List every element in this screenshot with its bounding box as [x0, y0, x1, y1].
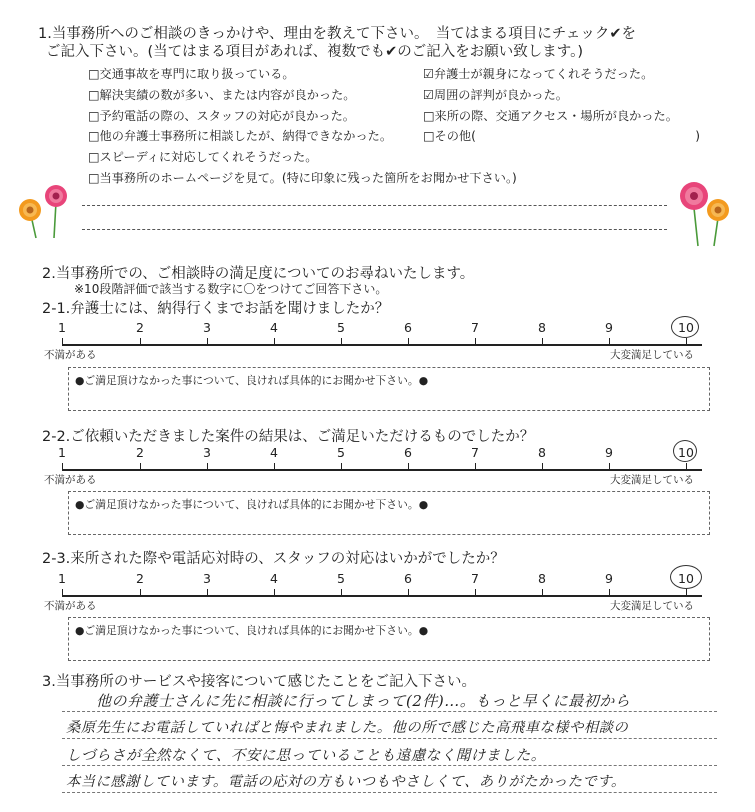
comment-box-1[interactable]: [68, 367, 710, 411]
scale-number-5[interactable]: 5: [337, 445, 345, 460]
comment-box-2[interactable]: [68, 491, 710, 535]
comment-box-prompt: ●ご満足頂けなかった事について、良ければ具体的にお聞かせ下さい。●: [75, 374, 429, 387]
scale-axis: [62, 469, 702, 471]
q3-title: 3.当事務所のサービスや接客について感じたことをご記入下さい。: [42, 674, 477, 690]
scale-tick: [475, 338, 476, 345]
rating-circle-mark: [673, 440, 697, 462]
flower-orange-left: [19, 199, 41, 238]
comment-box-prompt: ●ご満足頂けなかった事について、良ければ具体的にお聞かせ下さい。●: [75, 498, 429, 511]
q1-option-right-0[interactable]: ☑弁護士が親身になってくれそうだった。: [423, 67, 654, 81]
scale-tick: [140, 463, 141, 470]
flower-pink-left: [45, 185, 67, 238]
scale-number-10[interactable]: 10: [678, 445, 694, 460]
scale-number-4[interactable]: 4: [270, 445, 278, 460]
scale-tick: [207, 589, 208, 596]
scale-tick: [62, 463, 63, 470]
scale-high-label: 大変満足している: [610, 600, 694, 612]
q3-handwriting-line-3: しづらさが全然なくて、不安に思っていることも遠慮なく聞けました。: [66, 748, 546, 764]
scale-number-10[interactable]: 10: [678, 571, 694, 586]
q1-option-left-5[interactable]: □当事務所のホームページを見て。(特に印象に残った箇所をお聞かせ下さい。): [88, 171, 517, 185]
scale-low-label: 不満がある: [44, 474, 97, 486]
scale-tick: [686, 338, 687, 345]
scale-tick: [408, 338, 409, 345]
scale-number-10[interactable]: 10: [678, 320, 694, 335]
q3-write-line-3: [62, 765, 717, 766]
q3-handwriting-line-2: 桑原先生にお電話していればと悔やまれました。他の所で感じた高飛車な様や相談の: [66, 720, 629, 736]
scale-tick: [274, 589, 275, 596]
scale-tick: [609, 338, 610, 345]
scale-high-label: 大変満足している: [610, 474, 694, 486]
q1-line2: ご記入下さい。(当てはまる項目があれば、複数でも✔のご記入をお願い致します。): [46, 44, 584, 60]
q1-option-left-1[interactable]: □解決実績の数が多い、または内容が良かった。: [88, 88, 356, 102]
scale-tick: [609, 463, 610, 470]
comment-box-prompt: ●ご満足頂けなかった事について、良ければ具体的にお聞かせ下さい。●: [75, 624, 429, 637]
rating-circle-mark: [670, 565, 702, 589]
scale-number-1[interactable]: 1: [58, 320, 66, 335]
rating-scale-2: [0, 445, 755, 485]
scale-tick: [542, 463, 543, 470]
scale-tick: [207, 463, 208, 470]
scale-number-5[interactable]: 5: [337, 571, 345, 586]
scale-low-label: 不満がある: [44, 349, 97, 361]
scale-number-8[interactable]: 8: [538, 445, 546, 460]
scale-number-9[interactable]: 9: [605, 320, 613, 335]
scale-tick: [274, 338, 275, 345]
scale-number-6[interactable]: 6: [404, 445, 412, 460]
scale-tick: [274, 463, 275, 470]
scale-tick: [408, 589, 409, 596]
scale-tick: [686, 463, 687, 470]
scale-number-4[interactable]: 4: [270, 571, 278, 586]
scale-tick: [609, 589, 610, 596]
comment-box-3[interactable]: [68, 617, 710, 661]
scale-tick: [140, 589, 141, 596]
scale-tick: [341, 463, 342, 470]
q1-option-right-2[interactable]: □来所の際、交通アクセス・場所が良かった。: [423, 109, 678, 123]
scale-tick: [475, 463, 476, 470]
q1-write-line-1[interactable]: [82, 205, 667, 206]
scale-number-6[interactable]: 6: [404, 320, 412, 335]
rating-scale-3: [0, 571, 755, 611]
q1-option-right-1[interactable]: ☑周囲の評判が良かった。: [423, 88, 568, 102]
scale-low-label: 不満がある: [44, 600, 97, 612]
q1-option-left-2[interactable]: □予約電話の際の、スタッフの対応が良かった。: [88, 109, 355, 123]
scale-tick: [62, 589, 63, 596]
q1-option-right-3[interactable]: □その他( ): [423, 129, 700, 143]
scale-tick: [686, 589, 687, 596]
scale-number-7[interactable]: 7: [471, 320, 479, 335]
flower-left-icon: [14, 180, 74, 240]
q1-line1: 1.当事務所へのご相談のきっかけや、理由を教えて下さい。 当てはまる項目にチェック✔を: [38, 26, 637, 42]
scale-number-8[interactable]: 8: [538, 320, 546, 335]
scale-number-2[interactable]: 2: [136, 320, 144, 335]
scale-high-label: 大変満足している: [610, 349, 694, 361]
scale-tick: [207, 338, 208, 345]
scale-number-3[interactable]: 3: [203, 571, 211, 586]
q2-1-title: 2-1.弁護士には、納得行くまでお話を聞けましたか？: [42, 301, 390, 317]
q3-write-line-4: [62, 792, 717, 793]
q2-3-title: 2-3.来所された際や電話応対時の、スタッフの対応はいかがでしたか？: [42, 551, 505, 567]
q2-title: 2.当事務所での、ご相談時の満足度についてのお尋ねいたします。: [42, 266, 475, 282]
scale-number-3[interactable]: 3: [203, 320, 211, 335]
q2-2-title: 2-2.ご依頼いただきました案件の結果は、ご満足いただけるものでしたか？: [42, 429, 535, 445]
scale-number-2[interactable]: 2: [136, 571, 144, 586]
scale-tick: [542, 589, 543, 596]
q1-write-line-2[interactable]: [82, 229, 667, 230]
scale-number-9[interactable]: 9: [605, 571, 613, 586]
scale-tick: [408, 463, 409, 470]
flower-pink-right: [680, 182, 708, 246]
q1-option-left-3[interactable]: □他の弁護士事務所に相談したが、納得できなかった。: [88, 129, 393, 143]
q3-handwriting-line-4: 本当に感謝しています。電話の応対の方もいつもやさしくて、ありがたかったです。: [66, 774, 626, 790]
q3-write-line-1: [62, 711, 717, 712]
scale-number-1[interactable]: 1: [58, 571, 66, 586]
q1-option-left-4[interactable]: □スピーディに対応してくれそうだった。: [88, 150, 318, 164]
scale-axis: [62, 344, 702, 346]
rating-scale-1: [0, 320, 755, 360]
scale-number-7[interactable]: 7: [471, 445, 479, 460]
scale-number-9[interactable]: 9: [605, 445, 613, 460]
scale-number-2[interactable]: 2: [136, 445, 144, 460]
scale-number-6[interactable]: 6: [404, 571, 412, 586]
scale-number-8[interactable]: 8: [538, 571, 546, 586]
q2-note: ※10段階評価で該当する数字に〇をつけてご回答下さい。: [74, 282, 388, 296]
scale-number-4[interactable]: 4: [270, 320, 278, 335]
scale-axis: [62, 595, 702, 597]
rating-circle-mark: [671, 316, 699, 338]
flower-orange-right: [707, 199, 729, 246]
scale-number-7[interactable]: 7: [471, 571, 479, 586]
q3-handwriting-line-1: 他の弁護士さんに先に相談に行ってしまって(2件)…。もっと早くに最初から: [96, 692, 631, 710]
q3-write-line-2: [62, 738, 717, 739]
scale-number-3[interactable]: 3: [203, 445, 211, 460]
scale-tick: [140, 338, 141, 345]
scale-number-5[interactable]: 5: [337, 320, 345, 335]
flower-right-icon: [672, 178, 738, 248]
scale-tick: [62, 338, 63, 345]
scale-number-1[interactable]: 1: [58, 445, 66, 460]
q1-option-left-0[interactable]: □交通事故を専門に取り扱っている。: [88, 67, 295, 81]
scale-tick: [341, 589, 342, 596]
scale-tick: [542, 338, 543, 345]
scale-tick: [341, 338, 342, 345]
scale-tick: [475, 589, 476, 596]
